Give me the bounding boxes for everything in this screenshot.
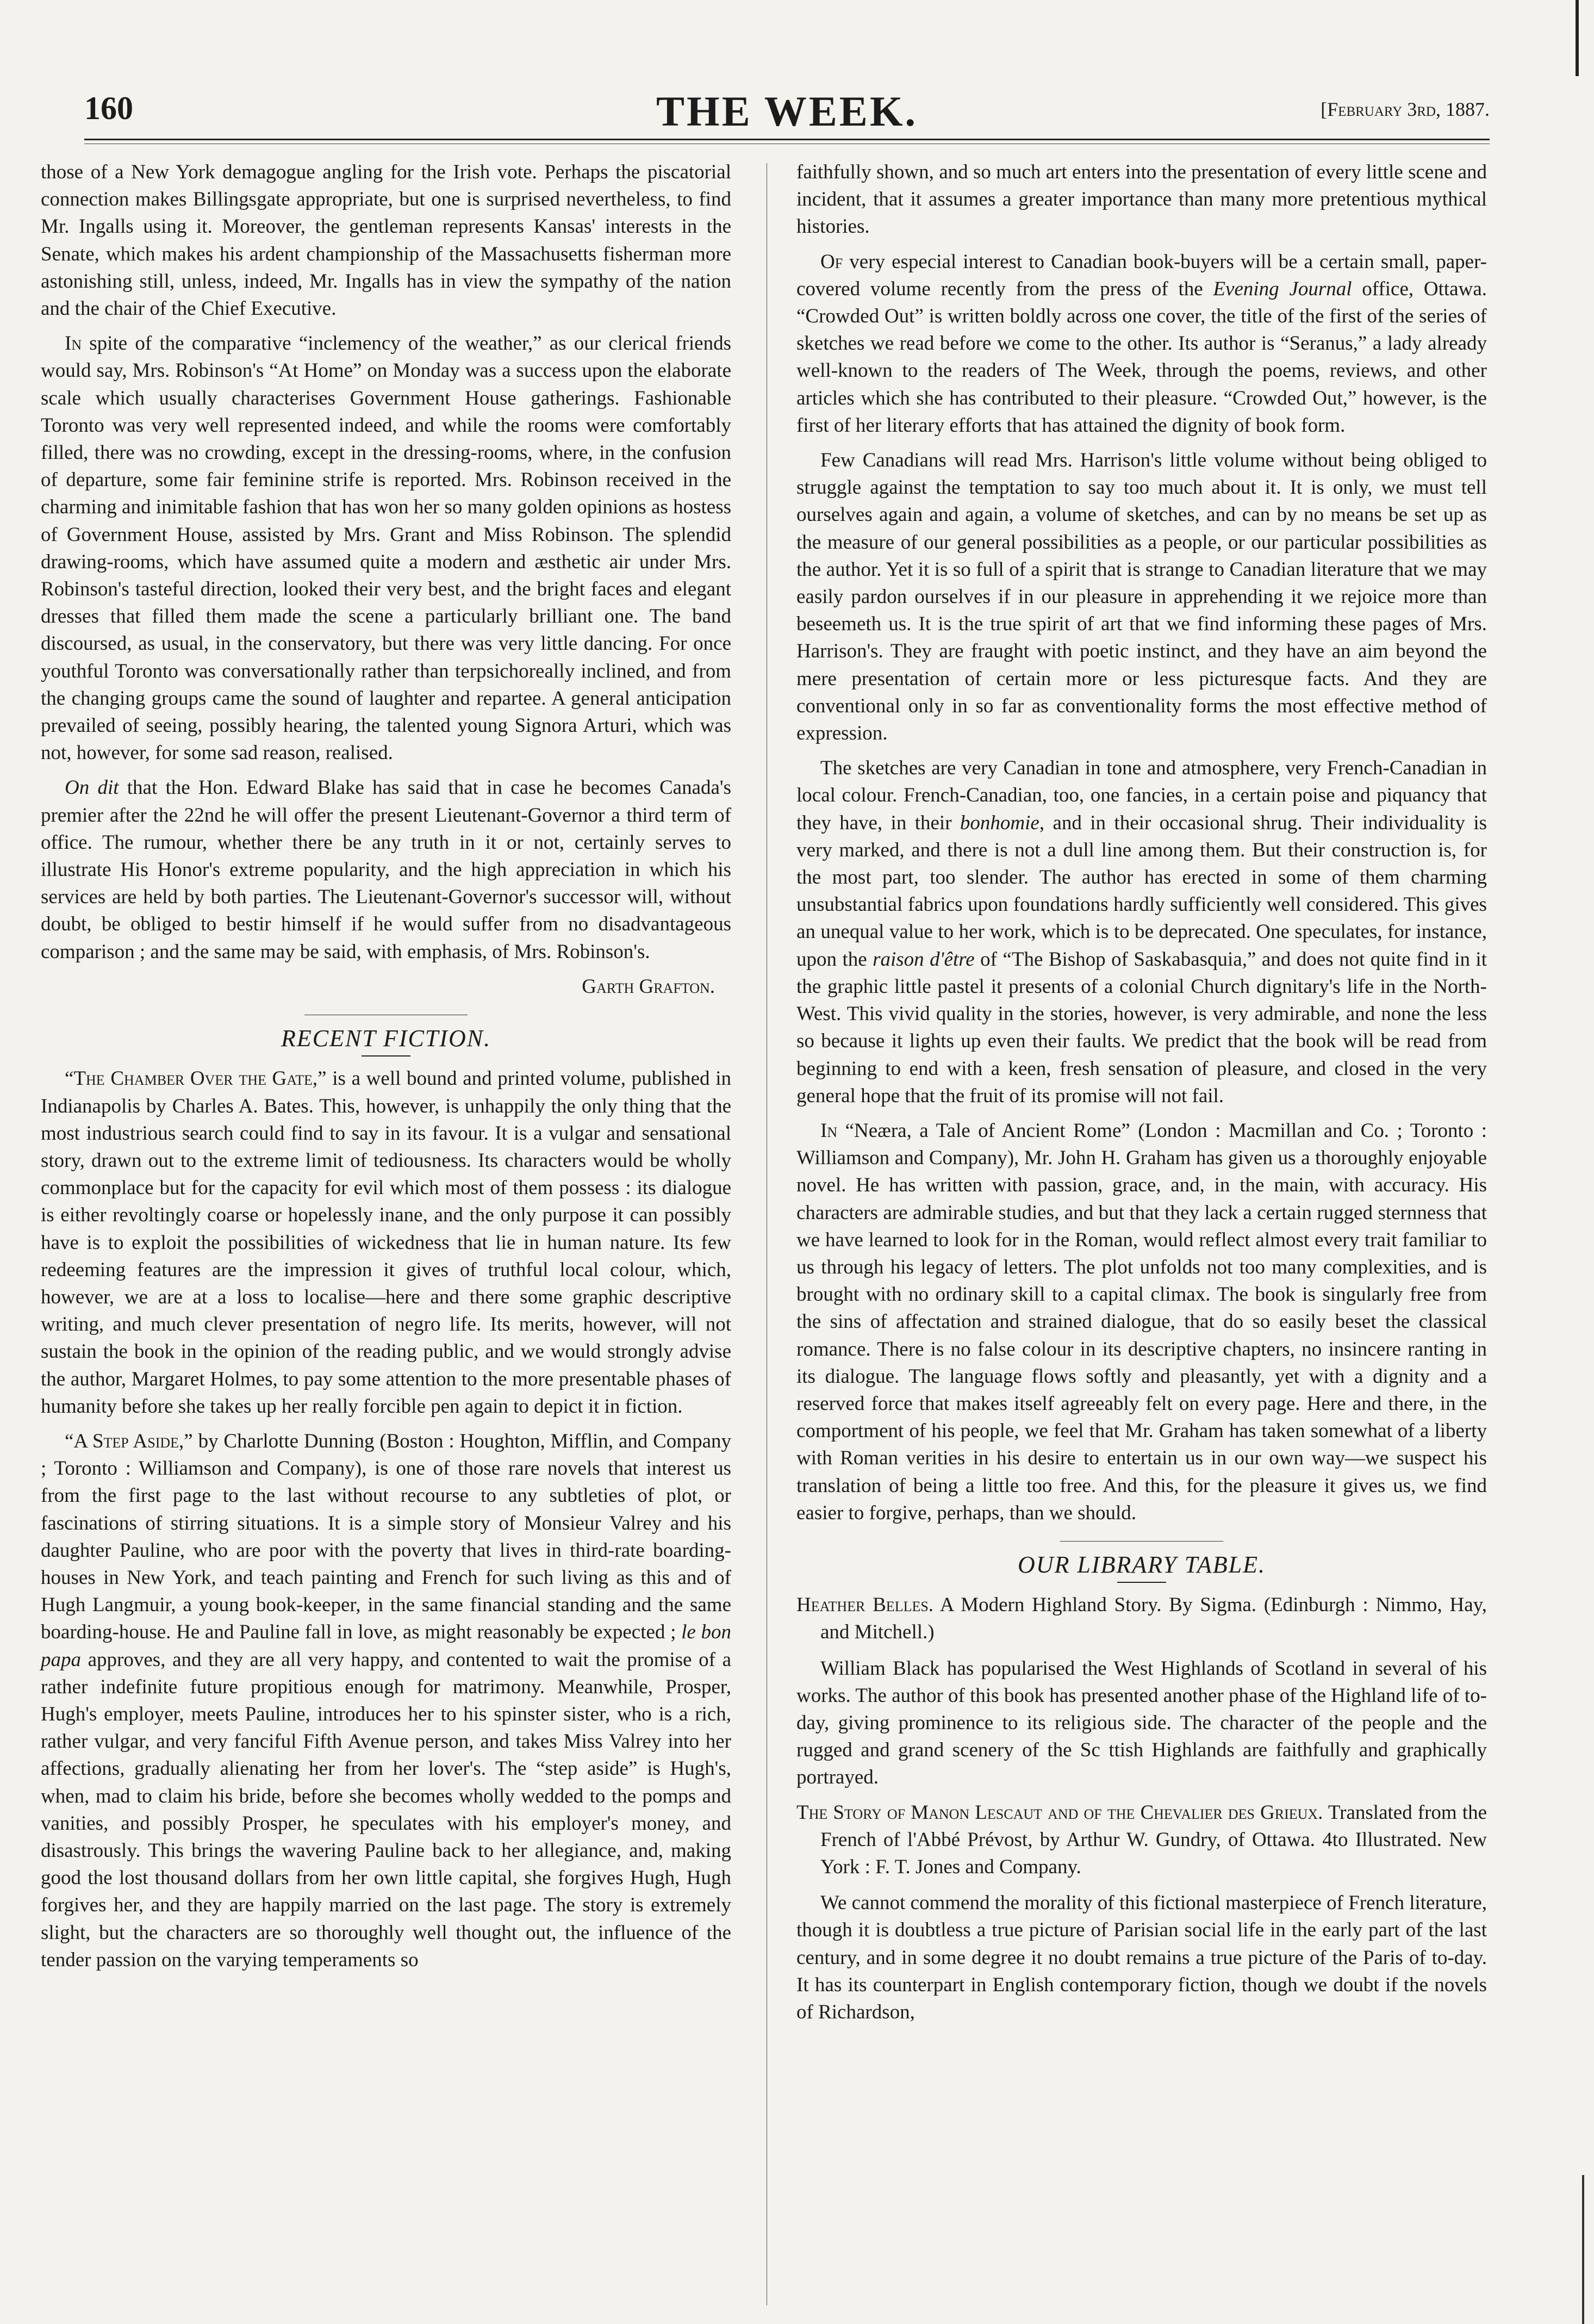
book-title: Heather Belles. [796,1594,934,1617]
lead-phrase: On dit [65,776,119,799]
section-divider [1060,1541,1223,1542]
paragraph-text: very especial interest to Canadian book-buyers will be a certain small, paper-covered volume recently from the press of the [796,250,1487,300]
scan-edge-mark [1576,0,1579,76]
section-title-recent-fiction: RECENT FICTION. [281,1025,491,1052]
book-details: A Modern Highland Story. By Sigma. (Edinburgh : Nimmo, Hay, and Mitchell.) [820,1594,1487,1644]
paragraph-text: of “The Bishop of Saskabasquia,” and does not quite find in it the graphic little pastel it presents of a colonial Church dignitary's life in the North-West. This vivid quality in the stories, however, is very admirable, and none the less so because it lights up even their faults. We predict that the book will be read from beginning to end with a keen, fresh sensation of pleasure, and closed in the very general hope that the fruit of its promise will not fail. [796,948,1487,1107]
paragraph [41,1428,731,1974]
paragraph: We cannot commend the morality of this fictional masterpiece of French literature, though it is doubtless a true picture of Parisian social life in the early part of the last century, and in some degree it no doubt remains a true picture of the Paris of to-day. It has its counterpart in English contemporary fiction, though we doubt if the novels of Richardson, [796,1892,1487,2023]
book-title: “A Step Aside,” [65,1430,193,1452]
paragraph [796,1117,1487,1527]
book-details: Translated from the French of l'Abbé Prévost, by Arthur W. Gundry, of Ottawa. 4to Illustrated. New York : F. T. Jones and Company. [820,1801,1487,1878]
paragraph-text: that the Hon. Edward Blake has said that in case he becomes Canada's premier after the 22nd he will offer the present Lieutenant-Governor a third term of office. The rumour, whether there be any truth in it or not, certainly serves to illustrate His Honor's extreme popularity, and the high appreciation in which his services are held by both parties. The Lieutenant-Governor's successor will, without doubt, be obliged to bestir himself if he would suffer from no disadvantageous comparison ; and the same may be said, with emphasis, of Mrs. Robinson's. [41,776,731,963]
lead-word: In [65,332,82,355]
right-column [796,159,1487,2034]
paragraph [796,248,1487,439]
italic-phrase: raison d'être [873,948,975,971]
page-header [84,82,1490,147]
paragraph [41,330,731,767]
book-title: “The Chamber Over the Gate,” [65,1067,327,1090]
title-underline [362,1055,410,1057]
paragraph-text: office, Ottawa. “Crowded Out” is written boldly across one cover, the title of the first of the series of sketches we read before we come to the other. Its author is “Seranus,” a lady already well-known to the readers of The Week, through the poems, reviews, and other articles which she has contributed to their pleasure. “Crowded Out,” however, is the first of her literary efforts that has attained the dignity of book form. [796,277,1487,437]
signature: Garth Grafton. [582,975,715,998]
paragraph-text: The sketches are very Canadian in tone and atmosphere, very French-Canadian in local colour. French-Canadian, too, one fancies, in a certain poise and piquancy that they have, in their [796,757,1487,834]
paragraph [41,1065,731,1420]
book-title: The Story of Manon Lescaut and of the Chevalier des Grieux. [796,1801,1323,1824]
italic-phrase: le bon papa [41,1621,731,1671]
paragraph: those of a New York demagogue angling for the Irish vote. Perhaps the piscatorial connection makes Billingsgate appropriate, but one is surprised nevertheless, to find Mr. Ingalls using it. Moreover, the gentleman represents Kansas' interests in the Senate, which makes his ardent championship of the Massachusetts fisherman more astonishing still, unless, indeed, Mr. Ingalls has in view the sympathy of the nation and the chair of the Chief Executive. [41,161,731,320]
paragraph-text: is a well bound and printed volume, published in Indianapolis by Charles A. Bates. This, however, is unhappily the only thing that the most industrious search could find to say in its favour. It is a vulgar and sensational story, drawn out to the extreme limit of tediousness. Its characters would be wholly commonplace but for the capacity for evil which most of them possess : its dialogue is either revoltingly coarse or hopelessly inane, and the only purpose it can possibly have is to exploit the possibilities of wickedness that lie in human nature. Its few redeeming features are the impression it gives of truthful local colour, which, however, we are at a loss to localise—here and there some graphic descriptive writing, and much clever presentation of negro life. Its merits, however, will not sustain the book in the opinion of the reading public, and we would strongly advise the author, Margaret Holmes, to pay some attention to the more presentable phases of humanity before she takes up her really forcible pen again to depict it in fiction. [41,1067,731,1418]
header-rule [84,139,1490,140]
paragraph-text: spite of the comparative “inclemency of the weather,” as our clerical friends would say, Mrs. Robinson's “At Home” on Monday was a success upon the elaborate scale which usually characterises Government House gatherings. Fashionable Toronto was very well represented indeed, and while the rooms were comfortably filled, there was no crowding, except in the dressing-rooms, where, in the confusion of departure, some fair feminine strife is reported. Mrs. Robinson received in the charming and inimitable fashion that has won her so many golden opinions as hostess of Government House, assisted by Mrs. Grant and Miss Robinson. The splendid drawing-rooms, which have assumed quite a modern and æsthetic air under Mrs. Robinson's tasteful direction, looked their very best, and the bright faces and elegant dresses that filled them made the scene a particularly brilliant one. The band discoursed, as usual, in the conservatory, but there was very little dancing. For once youthful Toronto was conversationally rather than terpsichoreally inclined, and from the changing groups came the sound of laughter and repartee. A general anticipation prevailed of seeing, possibly hearing, the talented young Signora Arturi, which was not, however, for some sad reason, realised. [41,332,731,765]
paragraph-text: , and in their occasional shrug. Their individuality is very marked, and there is not a dull line among them. But their construction is, for the most part, too slender. The author has erected in some of them charming unsubstantial fabrics upon foundations hardly sufficiently well considered. This gives an unequal value to her work, which is to be deprecated. One speculates, for instance, upon the [796,811,1487,971]
paragraph: faithfully shown, and so much art enters into the presentation of every little scene and incident, that it assumes a greater importance than many more pretentious mythical histories. [796,161,1487,238]
italic-phrase: Evening Journal [1213,277,1352,300]
section-title-library-table: OUR LIBRARY TABLE. [1017,1551,1266,1578]
paragraph-text: approves, and they are all very happy, and contented to wait the promise of a rather indefinite future propitious enough for matrimony. Meanwhile, Prosper, Hugh's employer, meets Pauline, introduces her to his spinster sister, who is a rich, rather vulgar, and very fanciful Fifth Avenue person, and takes Miss Valrey into her affections, gradually alienating her from her lover's. The “step aside” is Hugh's, when, mad to claim his bride, before she becomes wholly wedded to the pomps and vanities, and possibly Prosper, he speculates with his employer's money, and disastrously. This brings the wavering Pauline back to her allegiance, and, making good the lost thousand dollars from her own little capital, she forgives Hugh, Hugh forgives her, and they are happily married on the last page. The story is extremely slight, but the characters are so thoroughly well thought out, the influence of the tender passion on the varying temperaments so [41,1648,731,1971]
title-underline [1117,1582,1166,1583]
left-column [41,159,731,1981]
lead-word: Of [820,250,843,273]
page-number: 160 [84,90,133,126]
book-entry [796,1592,1487,1646]
book-entry [796,1799,1487,1881]
paragraph [41,774,731,965]
paragraph [796,755,1487,1110]
paragraph-text: “Neæra, a Tale of Ancient Rome” (London : Macmillan and Co. ; Toronto : Williamson and Company), Mr. John H. Graham has given us a thoroughly enjoyable novel. He has written with passion, grace, and, in the main, with accuracy. His characters are admirable studies, and but that they lack a certain rugged sternness that we have learned to look for in the Roman, would reflect almost every trait familiar to us through his legacy of letters. The plot unfolds not too many complexities, and is brought with no ordinary skill to a capital climax. The book is singularly free from the sins of affectation and strained dialogue, that do so easily beset the classical romance. There is no false colour in its descriptive chapters, no insincere ranting in its dialogue. The language flows softly and pleasantly, yet with a dignity and a reserved force that makes itself agreeably felt on every page. Here and there, in the comportment of his people, we feel that Mr. Graham has taken somewhat of a liberty with Roman verities in his desire to entertain us in our own way—we suspect his translation of being a little too free. And this, for the pleasure it gives us, we find easier to forgive, perhaps, than we should. [796,1119,1487,1524]
paragraph-text: by Charlotte Dunning (Boston : Houghton, Mifflin, and Company ; Toronto : Williamson and Company), is one of those rare novels that interest us from the first page to the last without recourse to any subtleties of plot, or fascinations of stirring situations. It is a simple story of Monsieur Valrey and his daughter Pauline, who are poor with the poverty that lives in third-rate boarding-houses in New York, and teach painting and French for such living as this and of Hugh Langmuir, a young book-keeper, in the same financial standing and the same boarding-house. He and Pauline fall in love, as might reasonably be expected ; [41,1430,731,1644]
paragraph: William Black has popularised the West Highlands of Scotland in several of his works. The author of this book has presented another phase of the Highland life of to-day, giving prominence to its religious side. The character of the people and the rugged and grand scenery of the Sc ttish Highlands are faithfully and graphically portrayed. [796,1657,1487,1789]
masthead: THE WEEK. [656,88,918,135]
issue-date: [February 3rd, 1887. [1321,98,1490,120]
paragraph: Few Canadians will read Mrs. Harrison's little volume without being obliged to struggle against the temptation to say too much about it. It is only, we must tell ourselves again and again, a volume of sketches, and can by no means be set up as the measure of our general possibilities as a people, or our particular possibilities as the author. Yet it is so full of a spirit that is strange to Canadian literature that we may easily pardon ourselves if in our pleasure in apprehending it we rejoice more than beseemeth us. It is the true spirit of art that we find informing these pages of Mrs. Harrison's. They are fraught with poetic instinct, and they have an aim beyond the mere presentation of certain more or less picturesque facts. And they are conventional only in so far as conventionality forms the most effective method of expression. [796,449,1487,745]
lead-word: In [820,1119,838,1142]
italic-phrase: bonhomie [960,811,1039,834]
scan-edge-mark [1582,2175,1584,2324]
